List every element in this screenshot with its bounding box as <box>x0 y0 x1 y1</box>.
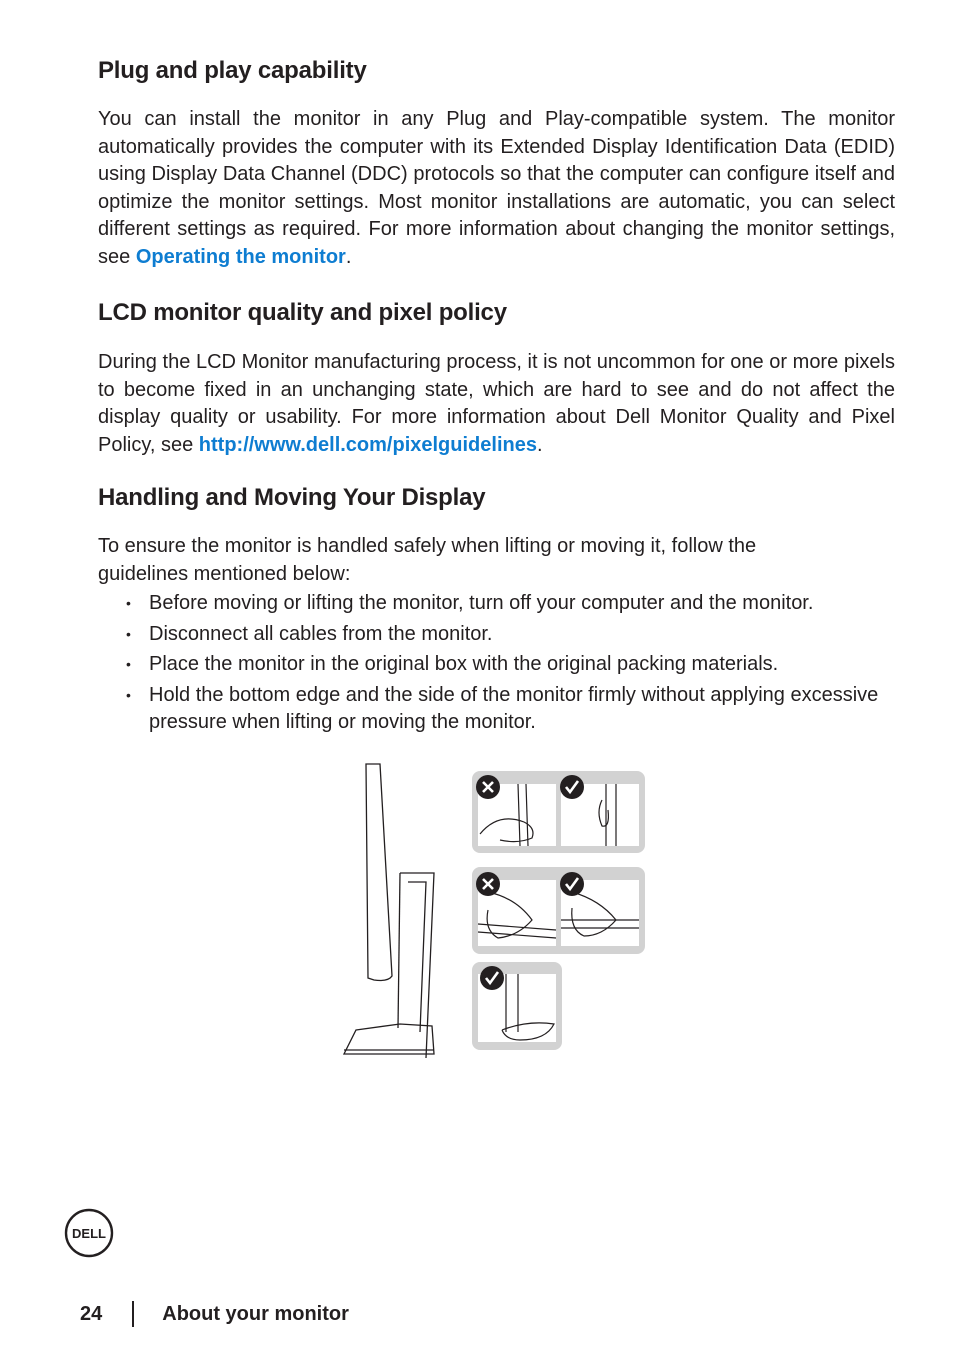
paragraph-pixel-policy <box>98 349 895 459</box>
wrong-x-icon <box>476 775 500 799</box>
pixel-guidelines-link[interactable]: http://www.dell.com/pixelguidelines <box>198 433 537 456</box>
heading-plug-and-play: Plug and play capability <box>98 57 367 84</box>
list-item-text: Disconnect all cables from the monitor. <box>149 622 493 645</box>
pixel-period: . <box>536 433 543 456</box>
page-footer <box>80 1298 349 1330</box>
list-item-text: Before moving or lifting the monitor, turn off your computer and the monitor. <box>149 592 814 614</box>
wrong-x-icon <box>476 872 500 896</box>
list-item-text: Hold the bottom edge and the side of the monitor firmly without applying excessive pressure when lifting or moving the monitor. <box>149 683 879 733</box>
list-item <box>98 682 895 737</box>
monitor-side-view-icon <box>344 764 434 1058</box>
footer-divider <box>132 1301 134 1327</box>
dell-logo <box>64 1208 114 1258</box>
list-item <box>98 590 895 618</box>
bullet-icon: • <box>126 686 131 703</box>
bullet-icon: • <box>126 656 131 672</box>
correct-check-icon <box>560 872 584 896</box>
paragraph-handling-intro: To ensure the monitor is handled safely when lifting or moving it, follow the guidelines mentioned below: <box>98 535 757 585</box>
correct-check-icon <box>480 966 504 990</box>
list-item-text: Place the monitor in the original box with the original packing materials. <box>149 653 779 675</box>
correct-check-icon <box>560 775 584 799</box>
heading-pixel-policy: LCD monitor quality and pixel policy <box>98 299 507 326</box>
plug-period: . <box>345 245 352 268</box>
pixel-text: During the LCD Monitor manufacturing process, it is not uncommon for one or more pixels to become fixed in an unchanging state, which are hard to see and do not affect the display quality or usability. For more information about Dell Monitor Quality and Pixel Policy, see <box>98 351 895 456</box>
handling-guidelines-list <box>98 590 895 740</box>
handling-illustration <box>340 760 650 1060</box>
dell-logo-text: DELL <box>72 1226 106 1241</box>
paragraph-plug-and-play <box>98 106 895 271</box>
footer-section-title: About your monitor <box>162 1302 349 1325</box>
bullet-icon: • <box>126 595 131 611</box>
heading-handling: Handling and Moving Your Display <box>98 484 486 511</box>
plug-text: You can install the monitor in any Plug and Play-compatible system. The monitor automatically provides the computer with its Extended Display Identification Data (EDID) using Display Data Channel (DDC) protocols so that the computer can configure itself and optimize the monitor settings. Most monitor installations are automatic, you can select different settings as required. For more information about changing the monitor settings, see <box>98 108 895 268</box>
list-item <box>98 651 895 679</box>
list-item <box>98 621 895 649</box>
operating-monitor-link[interactable]: Operating the monitor <box>135 245 346 268</box>
bullet-icon: • <box>126 625 131 642</box>
page-number: 24 <box>80 1302 103 1325</box>
